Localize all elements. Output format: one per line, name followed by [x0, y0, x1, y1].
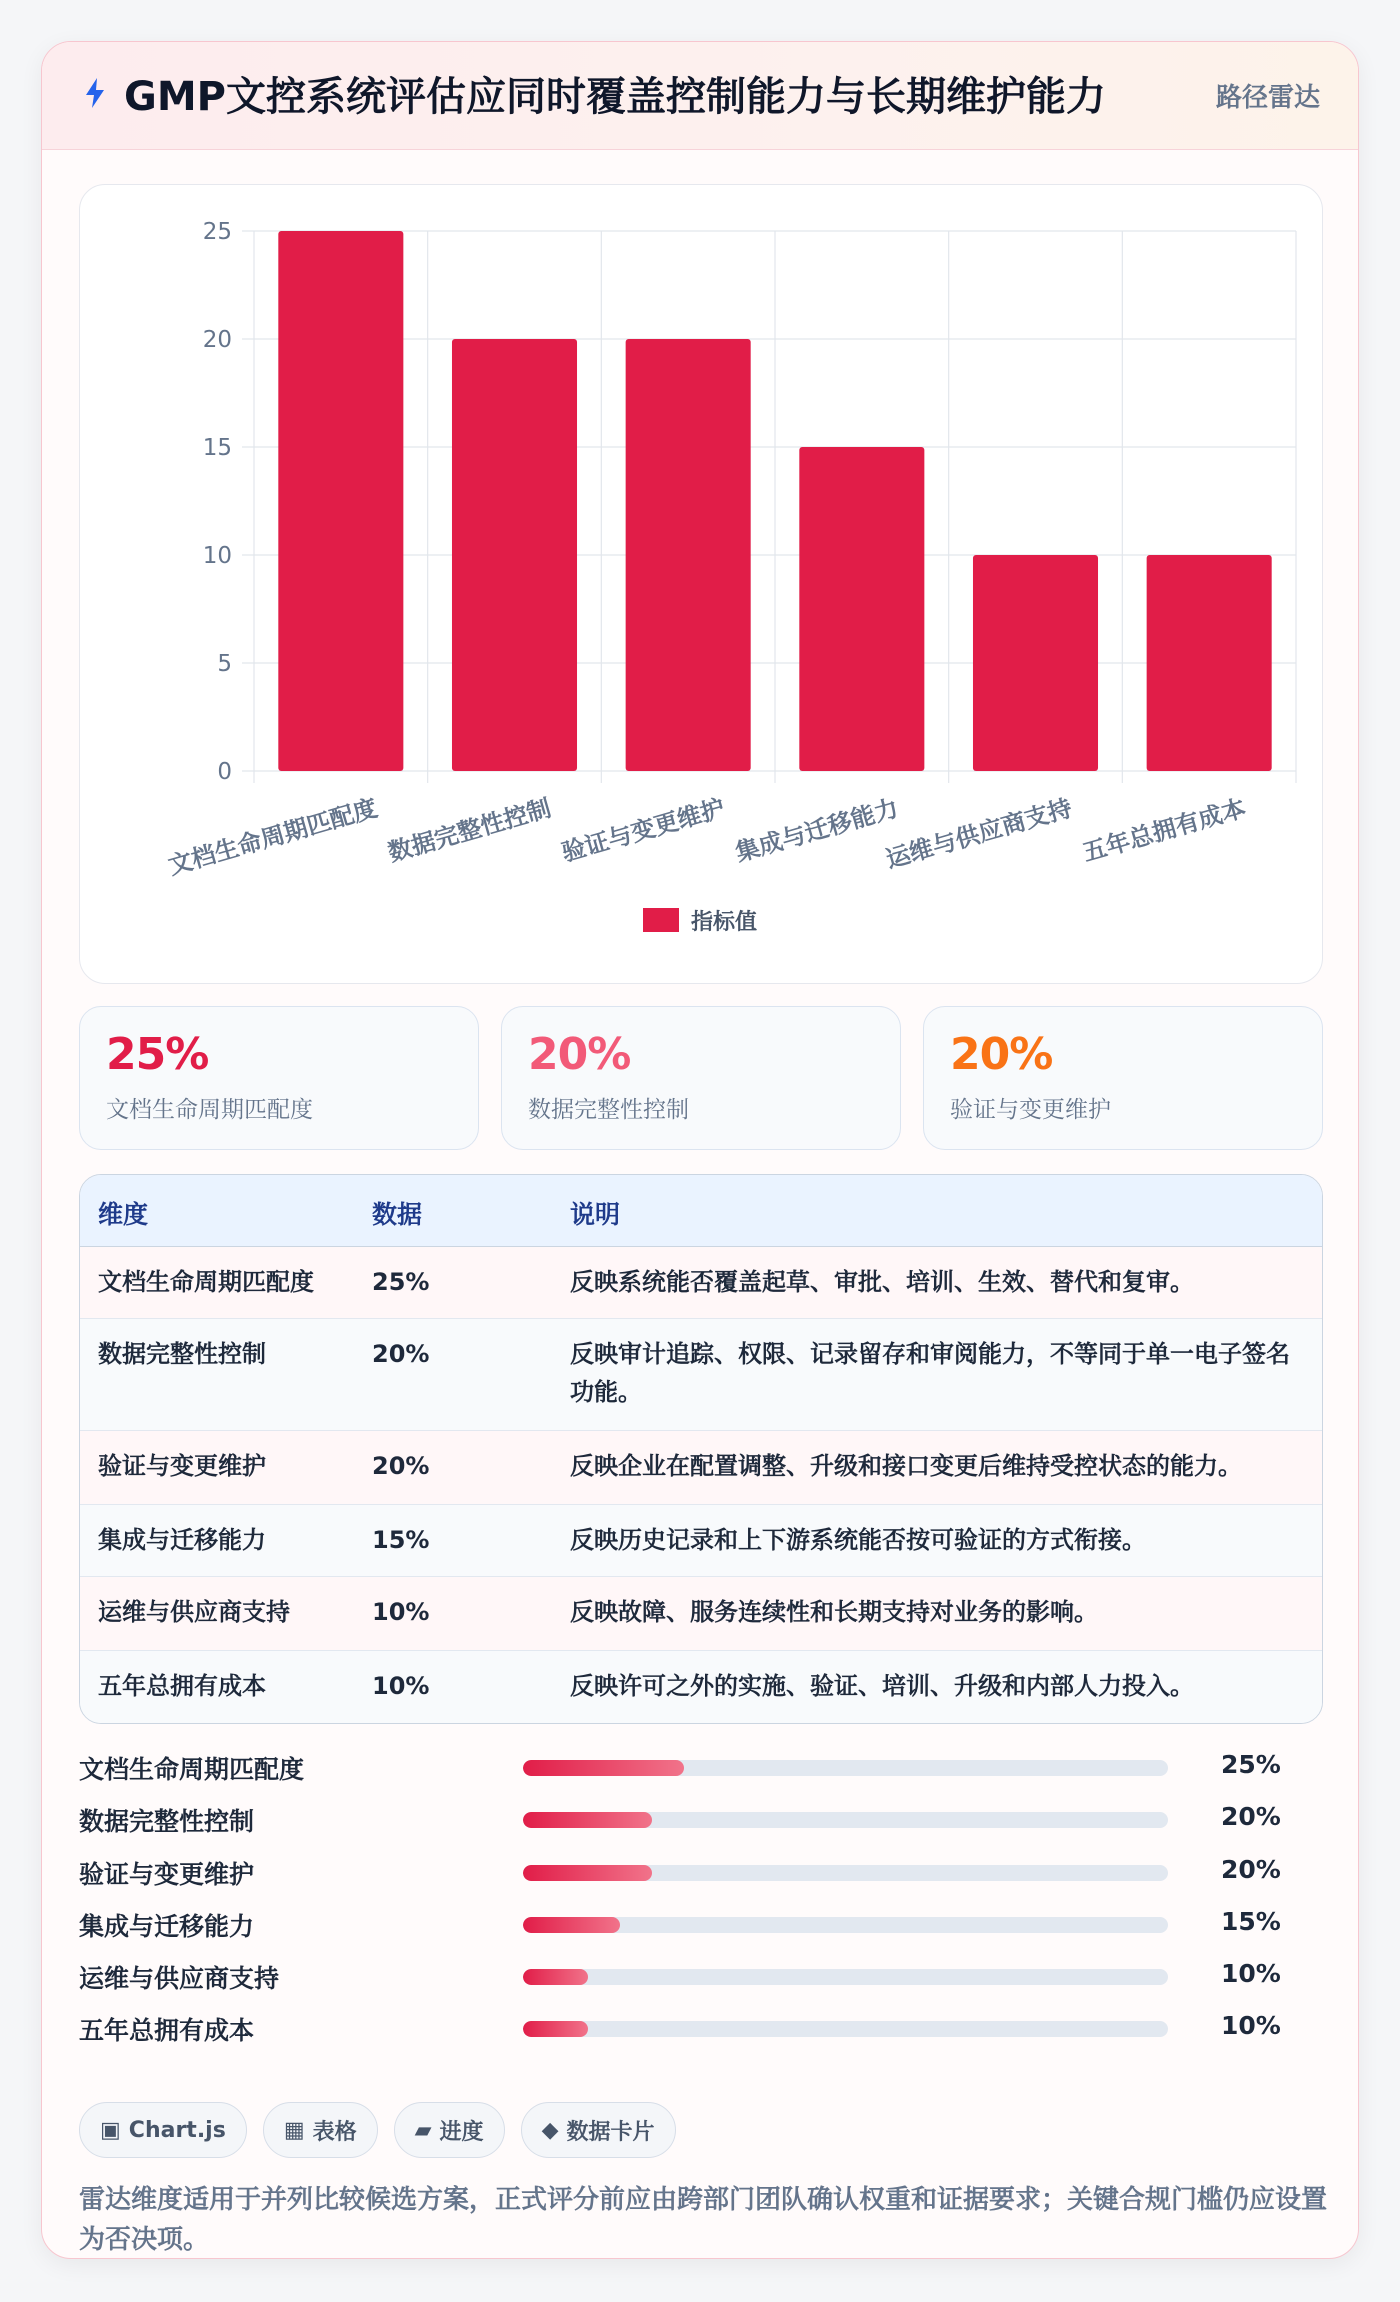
- bolt-icon: [82, 76, 108, 110]
- y-tick-label: 0: [217, 759, 232, 785]
- progress-label: 五年总拥有成本: [79, 2016, 255, 2045]
- progress-icon: ▰: [414, 2117, 432, 2143]
- y-tick-label: 10: [202, 543, 232, 569]
- stat-card: [501, 1006, 901, 1150]
- chip-label: 数据卡片: [566, 2119, 655, 2145]
- table-row: [80, 1319, 1322, 1431]
- chip-progress[interactable]: [394, 2102, 505, 2158]
- progress-row: [79, 2005, 1323, 2057]
- table-cell-description: 反映许可之外的实施、验证、培训、升级和内部人力投入。: [570, 1672, 1194, 1700]
- x-tick-label: 文档生命周期匹配度: [165, 793, 381, 881]
- report-card: [41, 41, 1359, 2259]
- progress-row: [79, 1796, 1323, 1848]
- progress-value: 15%: [1221, 1907, 1281, 1936]
- progress-label: 验证与变更维护: [79, 1860, 255, 1889]
- progress-value: 25%: [1221, 1750, 1281, 1779]
- table-cell-description: 反映系统能否覆盖起草、审批、培训、生效、替代和复审。: [570, 1268, 1194, 1296]
- table-cell-dimension: 数据完整性控制: [98, 1340, 266, 1368]
- bar-chart-svg: [80, 185, 1324, 985]
- diamond-icon: ◆: [541, 2117, 559, 2143]
- progress-value: 10%: [1221, 1959, 1281, 1988]
- table-row: [80, 1505, 1322, 1577]
- table-cell-value: 20%: [372, 1452, 430, 1480]
- data-table: [79, 1174, 1323, 1724]
- stat-label: 验证与变更维护: [950, 1097, 1111, 1123]
- bar: [799, 447, 924, 771]
- table-cell-description: 反映企业在配置调整、升级和接口变更后维持受控状态的能力。: [570, 1452, 1242, 1480]
- progress-value: 20%: [1221, 1855, 1281, 1884]
- x-tick-label: 运维与供应商支持: [882, 793, 1076, 874]
- table-cell-value: 20%: [372, 1340, 430, 1368]
- table-cell-dimension: 集成与迁移能力: [98, 1526, 266, 1554]
- progress-track: [523, 1865, 1168, 1881]
- table-cell-description: 反映故障、服务连续性和长期支持对业务的影响。: [570, 1598, 1098, 1626]
- progress-fill: [523, 1969, 588, 1985]
- table-cell-dimension: 运维与供应商支持: [98, 1598, 290, 1626]
- header-tag: 路径雷达: [1215, 83, 1320, 113]
- table-cell-dimension: 五年总拥有成本: [98, 1672, 266, 1700]
- x-tick-label: 集成与迁移能力: [732, 793, 902, 868]
- card-header: [42, 42, 1358, 150]
- table-header-cell: 数据: [372, 1200, 423, 1229]
- progress-value: 20%: [1221, 1802, 1281, 1831]
- progress-fill: [523, 2021, 588, 2037]
- y-tick-label: 5: [217, 651, 232, 677]
- table-header-cell: 维度: [98, 1200, 149, 1229]
- tag-chips: [79, 2102, 676, 2158]
- table-row: [80, 1431, 1322, 1505]
- table-cell-value: 10%: [372, 1672, 430, 1700]
- table-cell-dimension: 文档生命周期匹配度: [98, 1268, 314, 1296]
- table-cell-value: 15%: [372, 1526, 430, 1554]
- progress-label: 文档生命周期匹配度: [79, 1755, 305, 1784]
- progress-fill: [523, 1865, 652, 1881]
- bar: [1147, 555, 1272, 771]
- progress-row: [79, 1901, 1323, 1953]
- progress-list: [79, 1744, 1323, 2084]
- stat-value: 25%: [106, 1029, 209, 1080]
- table-row: [80, 1247, 1322, 1319]
- progress-fill: [523, 1917, 620, 1933]
- table-cell-value: 10%: [372, 1598, 430, 1626]
- progress-row: [79, 1744, 1323, 1796]
- table-cell-dimension: 验证与变更维护: [98, 1452, 266, 1480]
- progress-label: 集成与迁移能力: [79, 1912, 255, 1941]
- progress-track: [523, 2021, 1168, 2037]
- x-tick-label: 验证与变更维护: [558, 793, 728, 868]
- progress-label: 数据完整性控制: [79, 1807, 255, 1836]
- chip-chartjs[interactable]: [79, 2102, 247, 2158]
- stat-value: 20%: [950, 1029, 1053, 1080]
- bar: [973, 555, 1098, 771]
- progress-track: [523, 1812, 1168, 1828]
- legend-label: 指标值: [691, 909, 758, 935]
- table-cell-value: 25%: [372, 1268, 430, 1296]
- progress-track: [523, 1760, 1168, 1776]
- table-icon: ▦: [283, 2117, 305, 2143]
- chart-icon: ▣: [100, 2117, 121, 2143]
- progress-track: [523, 1969, 1168, 1985]
- progress-fill: [523, 1760, 684, 1776]
- progress-fill: [523, 1812, 652, 1828]
- table-row: [80, 1651, 1322, 1724]
- chip-table[interactable]: [263, 2102, 378, 2158]
- x-tick-label: 数据完整性控制: [384, 793, 555, 868]
- stat-value: 20%: [528, 1029, 631, 1080]
- chip-label: 表格: [312, 2119, 357, 2145]
- progress-value: 10%: [1221, 2011, 1281, 2040]
- bar: [626, 339, 751, 771]
- progress-label: 运维与供应商支持: [79, 1964, 280, 1993]
- progress-track: [523, 1917, 1168, 1933]
- table-header-cell: 说明: [570, 1200, 621, 1229]
- legend-swatch: [643, 908, 679, 932]
- chip-label: Chart.js: [128, 2117, 226, 2143]
- table-cell-description: 反映历史记录和上下游系统能否按可验证的方式衔接。: [570, 1526, 1146, 1554]
- chart-legend[interactable]: [643, 905, 757, 935]
- chip-data-card[interactable]: [521, 2102, 676, 2158]
- x-tick-label: 五年总拥有成本: [1079, 793, 1249, 868]
- stat-label: 数据完整性控制: [528, 1097, 689, 1123]
- progress-row: [79, 1849, 1323, 1901]
- page-title: GMP文控系统评估应同时覆盖控制能力与长期维护能力: [124, 74, 1106, 120]
- table-header: [80, 1175, 1322, 1247]
- stat-cards: [79, 1006, 1323, 1150]
- bar: [452, 339, 577, 771]
- stat-label: 文档生命周期匹配度: [106, 1097, 313, 1123]
- y-tick-label: 20: [202, 327, 232, 353]
- bar-chart: [79, 184, 1323, 984]
- progress-row: [79, 1953, 1323, 2005]
- stat-card: [79, 1006, 479, 1150]
- table-row: [80, 1577, 1322, 1651]
- y-tick-label: 15: [202, 435, 232, 461]
- chip-label: 进度: [439, 2119, 484, 2145]
- bar: [278, 231, 403, 771]
- footnote: 雷达维度适用于并列比较候选方案，正式评分前应由跨部门团队确认权重和证据要求；关键合规门槛仍应设置为否决项。: [79, 2185, 1328, 2255]
- stat-card: [923, 1006, 1323, 1150]
- y-tick-label: 25: [202, 219, 232, 245]
- table-cell-description: 反映审计追踪、权限、记录留存和审阅能力，不等同于单一电子签名功能。: [570, 1340, 1290, 1406]
